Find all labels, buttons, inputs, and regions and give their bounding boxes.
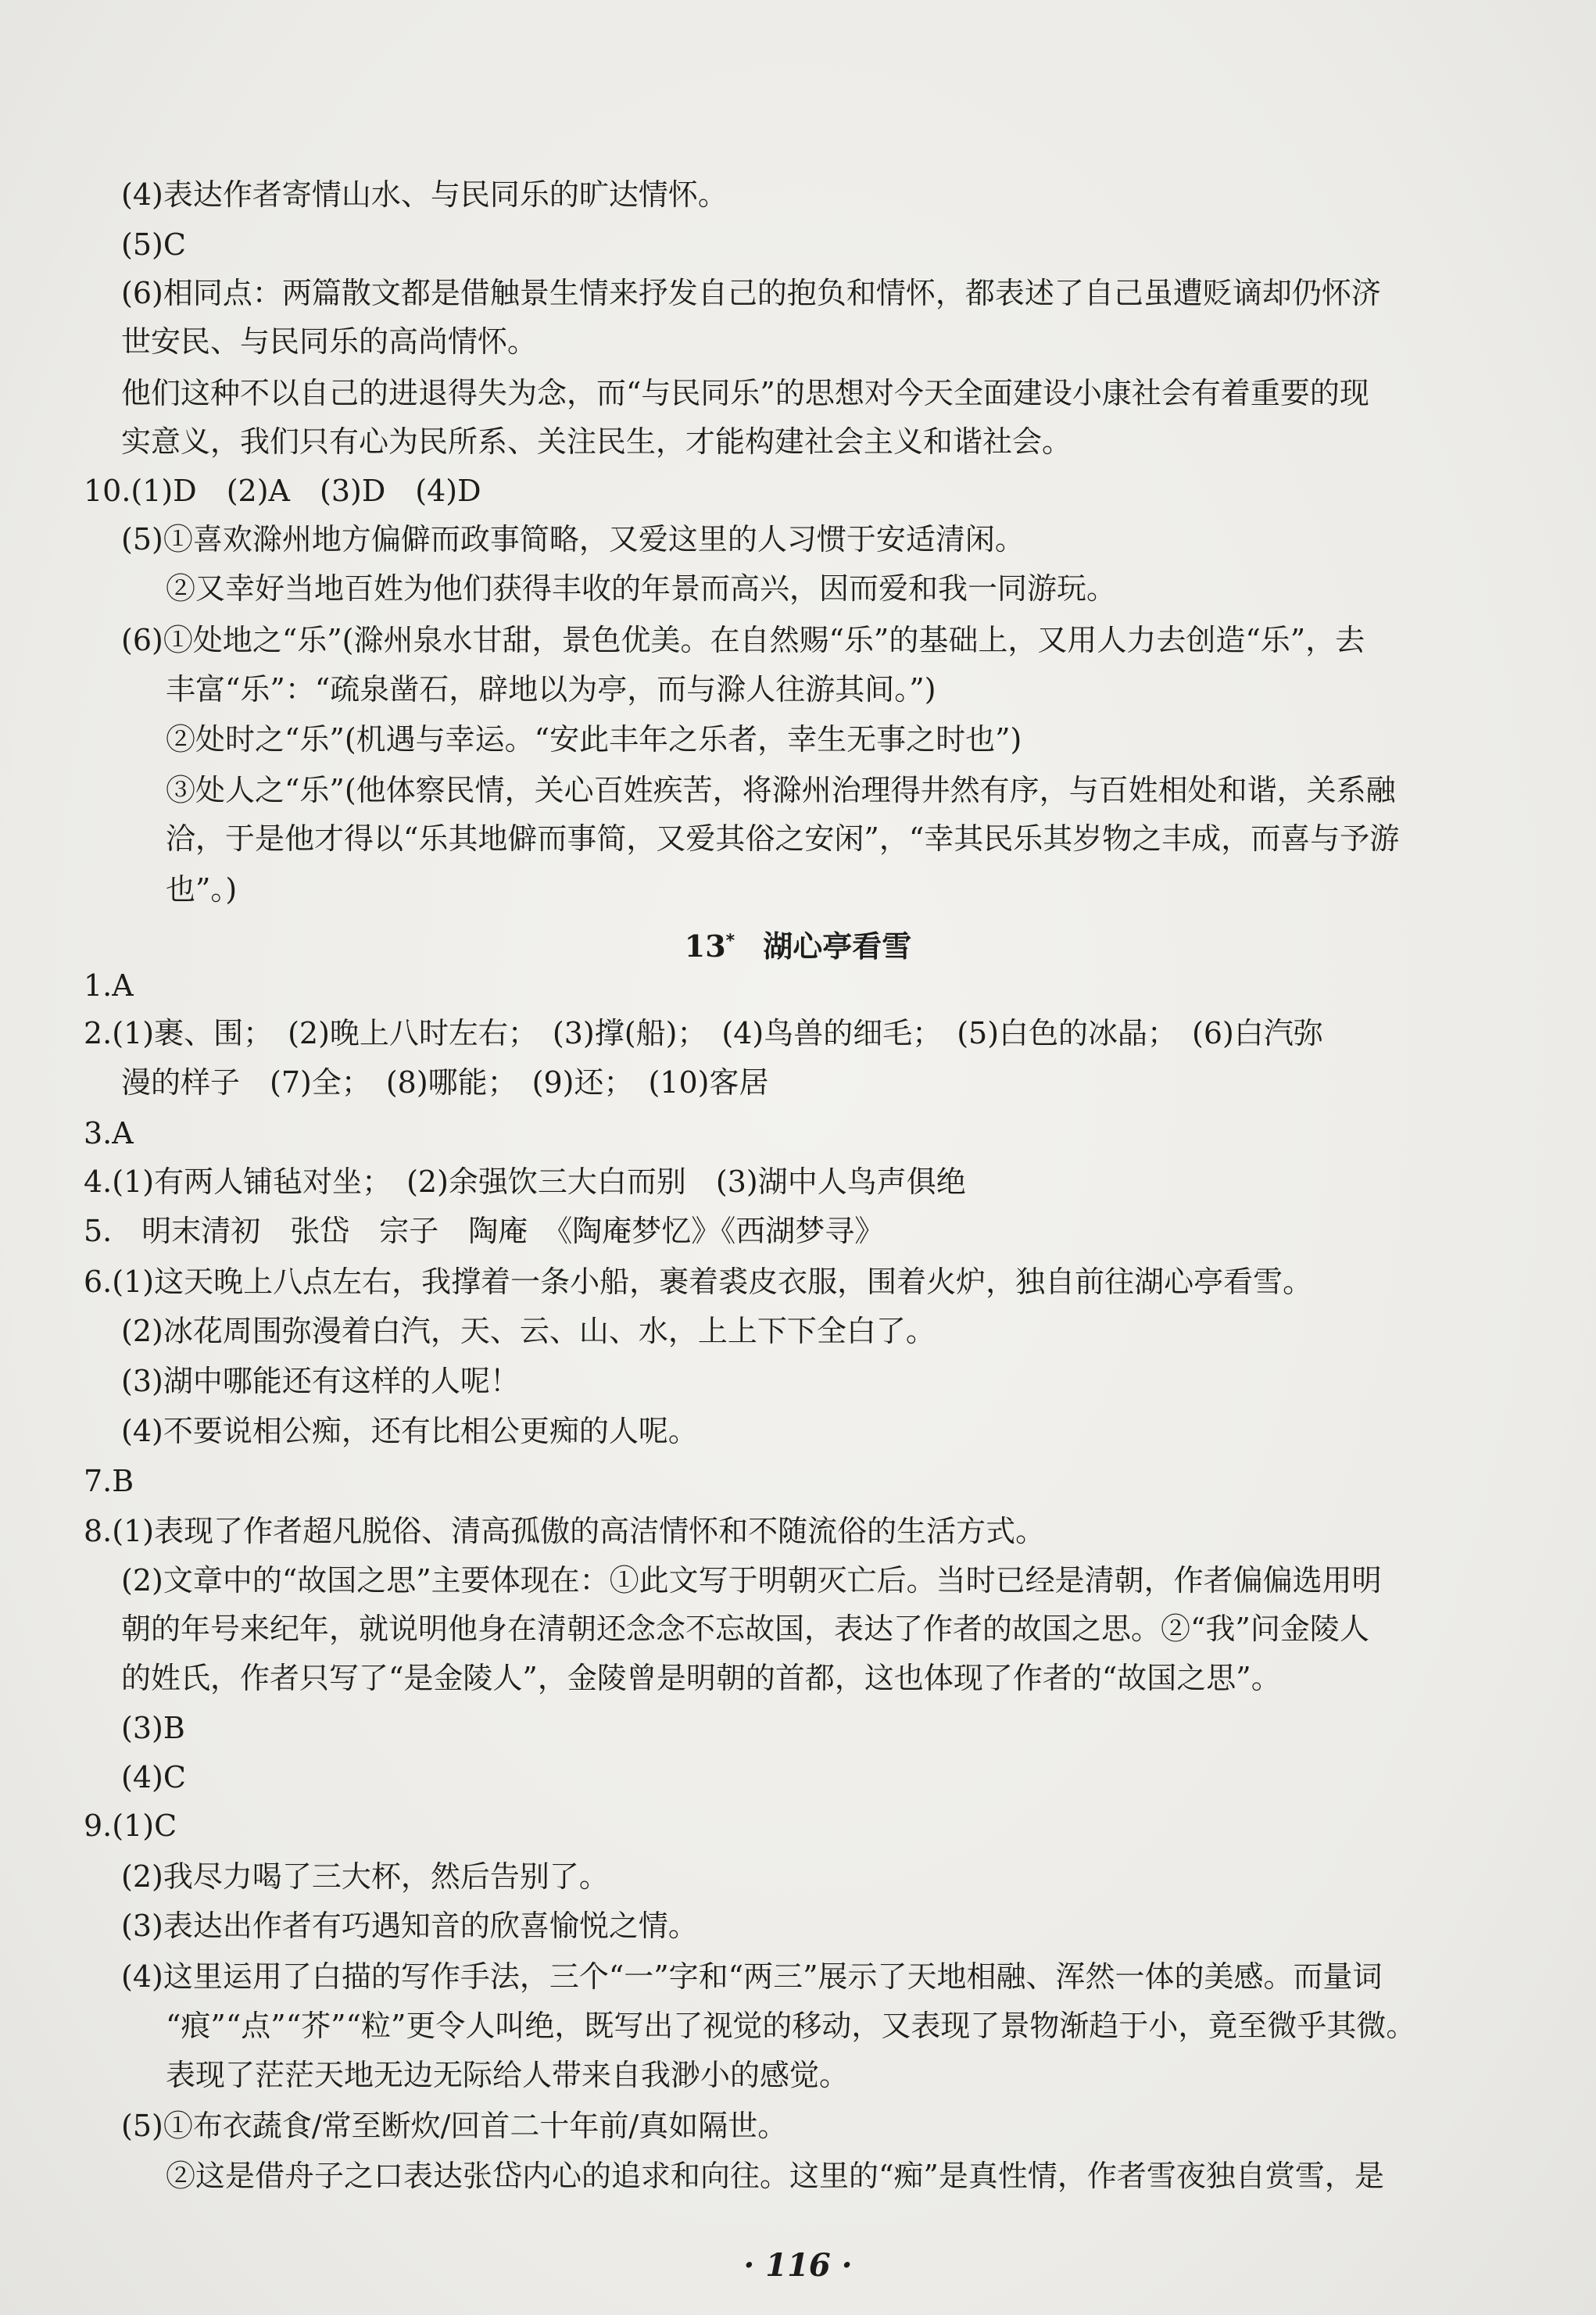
answer-line: (4)不要说相公痴，还有比相公更痴的人呢。 — [121, 1414, 698, 1448]
question-line: 7.B — [84, 1464, 134, 1498]
answer-line: (2)冰花周围弥漫着白汽，天、云、山、水，上上下下全白了。 — [121, 1314, 936, 1348]
question-line: 5. 明末清初 张岱 宗子 陶庵 《陶庵梦忆》《西湖梦寻》 — [84, 1214, 885, 1248]
answer-line: (3)表达出作者有巧遇知音的欣喜愉悦之情。 — [121, 1909, 698, 1943]
answer-line: 的姓氏，作者只写了“是金陵人”，金陵曾是明朝的首都，这也体现了作者的“故国之思”。 — [121, 1661, 1281, 1695]
answer-line: (6)相同点：两篇散文都是借触景生情来抒发自己的抱负和情怀，都表述了自己虽遭贬谪却仍怀济 — [121, 276, 1381, 310]
answer-line: 漫的样子 (7)全； (8)哪能； (9)还； (10)客居 — [121, 1065, 769, 1100]
answer-line: “痕”“点”“芥”“粒”更令人叫绝，既写出了视觉的移动，又表现了景物渐趋于小，竟至微乎其微。 — [166, 2009, 1416, 2043]
answer-line: 丰富“乐”：“疏泉凿石，辟地以为亭，而与滁人往游其间。”) — [166, 672, 936, 707]
question-line: 9.(1)C — [84, 1809, 177, 1843]
answer-line: (5)①喜欢滁州地方偏僻而政事简略，又爱这里的人习惯于安适清闲。 — [121, 522, 1025, 556]
question-line: 10.(1)D (2)A (3)D (4)D — [84, 474, 481, 508]
answer-line: (5)①布衣蔬食/常至断炊/回首二十年前/真如隔世。 — [121, 2109, 788, 2143]
answer-line: 世安民、与民同乐的高尚情怀。 — [121, 324, 538, 359]
answer-line: ②处时之“乐”(机遇与幸运。“安此丰年之乐者，幸生无事之时也”) — [166, 722, 1022, 757]
answer-line: (4)C — [121, 1760, 186, 1794]
section-title-text: 湖心亭看雪 — [763, 929, 912, 964]
answer-line: (2)文章中的“故国之思”主要体现在：①此文写于明朝灭亡后。当时已经是清朝，作者偏偏选用明 — [121, 1563, 1382, 1598]
page-number: · 116 · — [743, 2247, 853, 2284]
question-line: 8.(1)表现了作者超凡脱俗、清高孤傲的高洁情怀和不随流俗的生活方式。 — [84, 1514, 1046, 1548]
answer-line: 也”。) — [166, 872, 238, 907]
answer-line: (4)这里运用了白描的写作手法，三个“一”字和“两三”展示了天地相融、浑然一体的美感。而量词 — [121, 1959, 1383, 1994]
answer-line: 表现了茫茫天地无边无际给人带来自我渺小的感觉。 — [166, 2058, 850, 2092]
answer-line: 朝的年号来纪年，就说明他身在清朝还念念不忘故国，表达了作者的故国之思。②“我”问金陵人 — [121, 1612, 1369, 1646]
question-line: 6.(1)这天晚上八点左右，我撑着一条小船，裹着裘皮衣服，围着火炉，独自前往湖心亭看雪。 — [84, 1265, 1313, 1299]
question-line: 4.(1)有两人铺毡对坐； (2)余强饮三大白而别 (3)湖中人鸟声俱绝 — [84, 1165, 966, 1199]
answer-line: ③处人之“乐”(他体察民情，关心百姓疾苦，将滁州治理得井然有序，与百姓相处和谐，关系融 — [166, 773, 1396, 807]
answer-line: (6)①处地之“乐”(滁州泉水甘甜，景色优美。在自然赐“乐”的基础上，又用人力去创造“乐”，去 — [121, 623, 1365, 657]
section-title — [0, 922, 1596, 965]
question-line: 2.(1)裹、围； (2)晚上八时左右； (3)撑(船)； (4)鸟兽的细毛； (5)白色的冰晶； (6)白汽弥 — [84, 1016, 1323, 1050]
answer-line: ②又幸好当地百姓为他们获得丰收的年景而高兴，因而爱和我一同游玩。 — [166, 571, 1117, 606]
answer-line: (2)我尽力喝了三大杯，然后告别了。 — [121, 1859, 609, 1894]
section-number: 13 — [684, 929, 726, 964]
answer-line: 他们这种不以自己的进退得失为念，而“与民同乐”的思想对今天全面建设小康社会有着重要的现 — [121, 376, 1369, 410]
answer-line: (4)表达作者寄情山水、与民同乐的旷达情怀。 — [121, 177, 728, 212]
answer-line: (5)C — [121, 227, 186, 262]
answer-line: 洽，于是他才得以“乐其地僻而事简，又爱其俗之安闲”，“幸其民乐其岁物之丰成，而喜与予游 — [166, 821, 1400, 856]
answer-line: (3)湖中哪能还有这样的人呢！ — [121, 1364, 520, 1398]
section-mark: * — [725, 931, 735, 951]
answer-line: 实意义，我们只有心为民所系、关注民生，才能构建社会主义和谐社会。 — [121, 424, 1072, 459]
answer-line: (3)B — [121, 1711, 185, 1745]
answer-line: ②这是借舟子之口表达张岱内心的追求和向往。这里的“痴”是真性情，作者雪夜独自赏雪，是 — [166, 2159, 1384, 2193]
question-line: 3.A — [84, 1116, 134, 1150]
question-line: 1.A — [84, 968, 134, 1003]
